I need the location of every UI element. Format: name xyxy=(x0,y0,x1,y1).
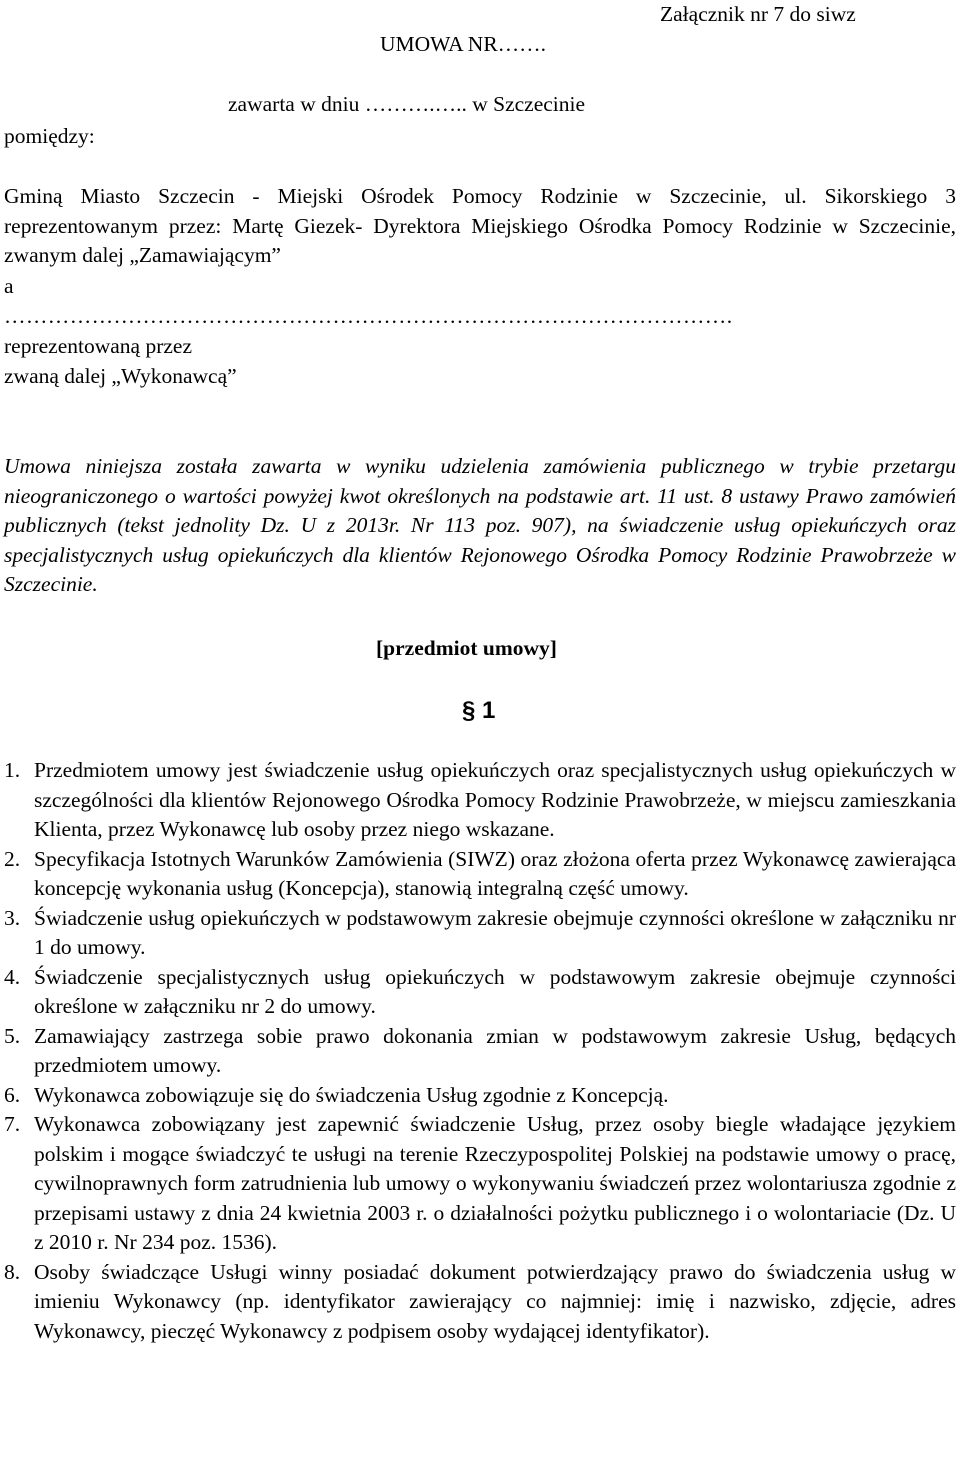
attachment-label: Załącznik nr 7 do siwz xyxy=(660,2,856,26)
clause-text: Zamawiający zastrzega sobie prawo dokonania zmian w podstawowym zakresie Usług, będących przedmiotem umowy. xyxy=(34,1023,956,1077)
clause-number: 1. xyxy=(4,758,21,782)
clause-number: 8. xyxy=(4,1259,21,1284)
list-item xyxy=(4,1258,956,1347)
clause-text: Osoby świadczące Usługi winny posiadać dokument potwierdzający prawo do świadczenia usług w imieniu Wykonawcy (np. identyfikator zawierający co najmniej: imię i nazwisko, zdjęcie, adres Wykonawcy, pieczęć Wykonawcy z podpisem osoby wydającej identyfikator). xyxy=(34,1259,956,1343)
clause-text: Wykonawca zobowiązuje się do świadczenia Usług zgodnie z Koncepcją. xyxy=(34,1082,669,1107)
clause-text: Specyfikacja Istotnych Warunków Zamówienia (SIWZ) oraz złożona oferta przez Wykonawcę zawierająca koncepcję wykonania usług (Koncepcja), stanowią integralną część umowy. xyxy=(34,846,956,900)
clause-text: Świadczenie usług opiekuńczych w podstawowym zakresie obejmuje czynności określone w załączniku nr 1 do umowy. xyxy=(34,905,956,959)
contractor-represented-by: reprezentowaną przez xyxy=(4,334,192,358)
concluded-date-place: zawarta w dniu ……….….. w Szczecinie xyxy=(228,92,586,116)
party-contracting-authority: Gminą Miasto Szczecin - Miejski Ośrodek Pomocy Rodzinie w Szczecinie, ul. Sikorskiego 3 reprezentowanym przez: Martę Giezek- Dyrektora Miejskiego Ośrodka Pomocy Rodzinie w Szczecinie, zwanym dalej „Zamawiającym” xyxy=(4,184,956,267)
clause-number: 2. xyxy=(4,846,21,871)
clause-number: 3. xyxy=(4,905,21,930)
contract-title: UMOWA NR……. xyxy=(380,32,547,56)
clause-text: Wykonawca zobowiązany jest zapewnić świadczenie Usług, przez osoby biegle władające językiem polskim i mogące świadczyć te usługi na terenie Rzeczypospolitej Polskiej na podstawie umowy o pracę, cywilnoprawnych form zatrudnienia lub umowy o wykonywaniu świadczeń przez wolontariusza zgodnie z przepisami ustawy z dnia 24 kwietnia 2003 r. o działalności pożytku publicznego i o wolontariacie (Dz. U z 2010 r. Nr 234 poz. 1536). xyxy=(34,1112,956,1254)
party-and: a xyxy=(4,274,14,298)
list-item xyxy=(4,1022,956,1081)
section-heading: [przedmiot umowy] xyxy=(376,636,557,660)
list-item xyxy=(4,756,956,845)
contract-clauses-list xyxy=(4,756,956,1346)
clause-text: Przedmiotem umowy jest świadczenie usług opiekuńczych oraz specjalistycznych usług opiekuńczych w szczególności dla klientów Rejonowego Ośrodka Pomocy Rodzinie Prawobrzeże, w miejscu zamieszkania Klienta, przez Wykonawcę lub osoby przez niego wskazane. xyxy=(34,758,956,841)
between-label: pomiędzy: xyxy=(4,124,95,148)
clause-number: 5. xyxy=(4,1023,21,1048)
list-item xyxy=(4,1081,956,1111)
list-item xyxy=(4,904,956,963)
contractor-name-blank: ………………………………………………………………………………………. xyxy=(4,304,733,328)
section-number: § 1 xyxy=(462,697,496,724)
clause-number: 7. xyxy=(4,1112,21,1136)
clause-number: 4. xyxy=(4,964,21,989)
clause-number: 6. xyxy=(4,1082,21,1107)
list-item xyxy=(4,963,956,1022)
list-item xyxy=(4,845,956,904)
contractor-called: zwaną dalej „Wykonawcą” xyxy=(4,364,237,388)
clause-text: Świadczenie specjalistycznych usług opiekuńczych w podstawowym zakresie obejmuje czynności określone w załączniku nr 2 do umowy. xyxy=(34,964,956,1018)
list-item xyxy=(4,1110,956,1258)
preamble-paragraph: Umowa niniejsza została zawarta w wyniku udzielenia zamówienia publicznego w trybie przetargu nieograniczonego o wartości powyżej kwot określonych na podstawie art. 11 ust. 8 ustawy Prawo zamówień publicznych (tekst jednolity Dz. U z 2013r. Nr 113 poz. 907), na świadczenie usług opiekuńczych oraz specjalistycznych usług opiekuńczych dla klientów Rejonowego Ośrodka Pomocy Rodzinie Prawobrzeże w Szczecinie. xyxy=(4,454,956,596)
